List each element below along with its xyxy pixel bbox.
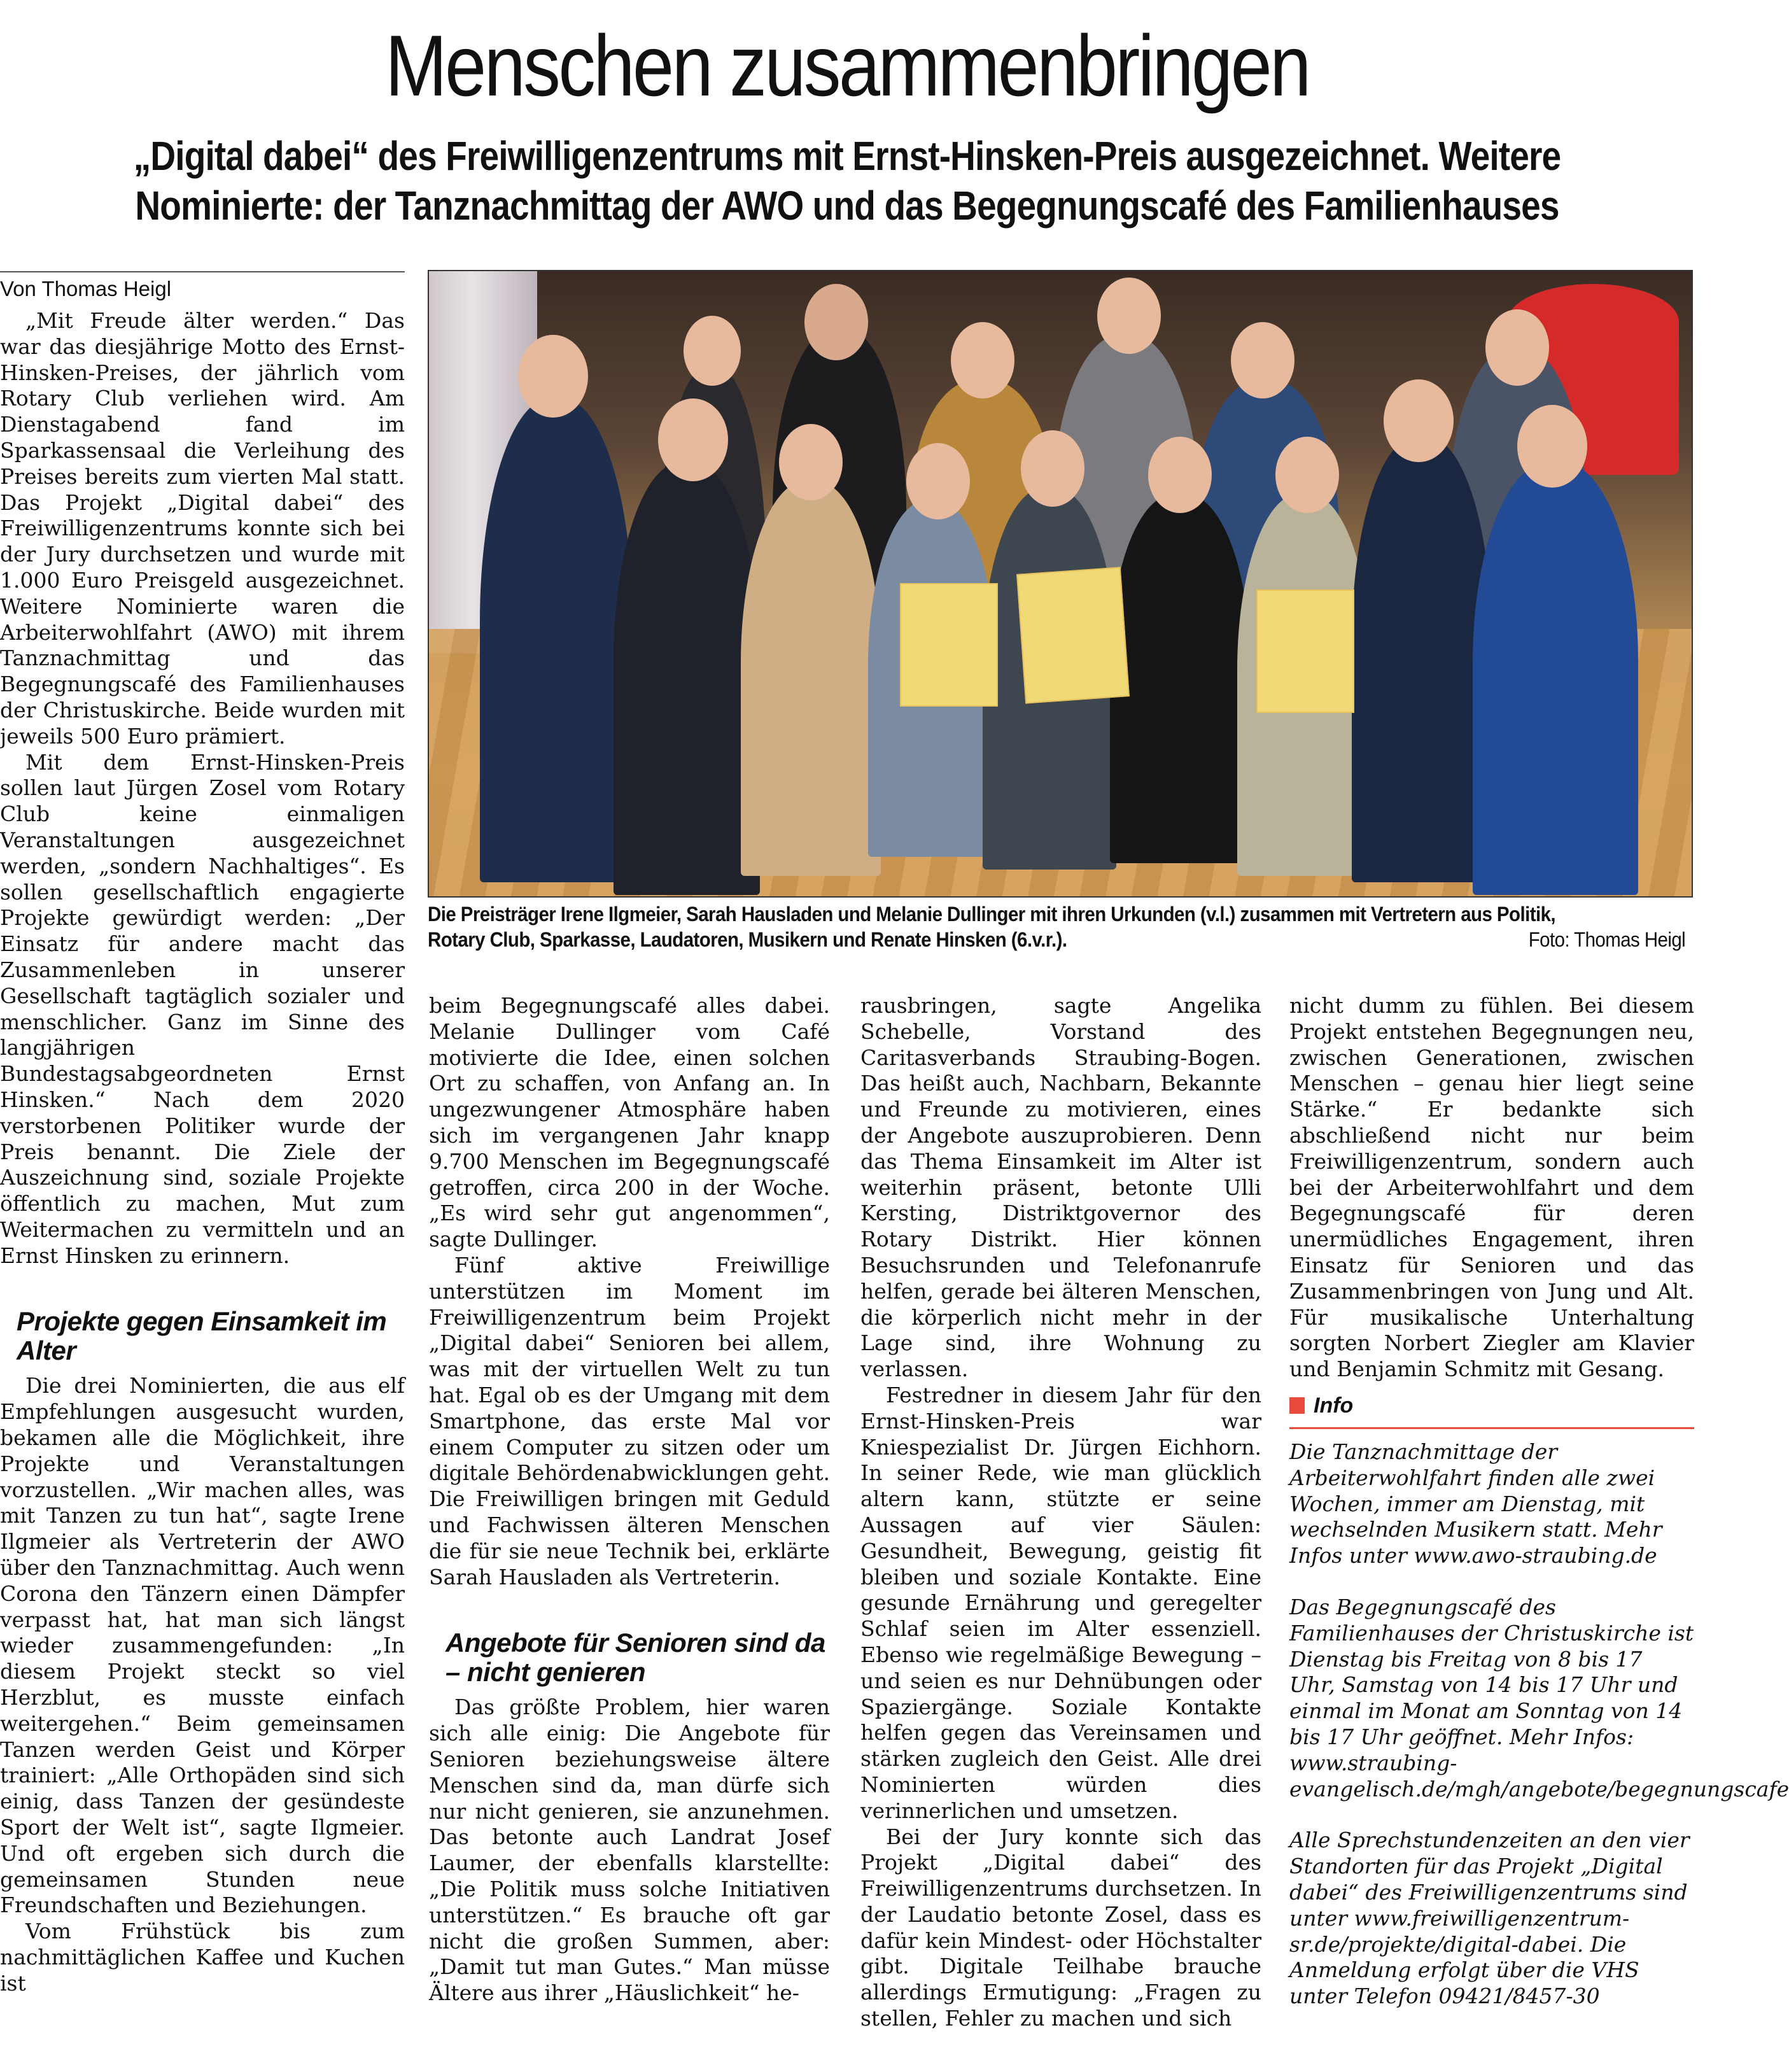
section-subheading: Projekte gegen Einsamkeit im Alter — [17, 1306, 387, 1366]
article-photo — [428, 270, 1693, 898]
subheadline-line: Nominierte: der Tanznachmittag der AWO und das Begegnungscafé des Familienhauses — [135, 183, 1559, 229]
body-paragraph: „Mit Freude älter werden.“ Das war das diesjährige Motto des Ernst-Hinsken-Preises, der jährlich vom Rotary Club verliehen wird. Am Dienstagabend fand im Sparkassensaal die Verleihung des Preises bereits zum vierten Mal statt. Das Projekt „Digital dabei“ des Freiwilligenzentrums konnte sich bei der Jury durchsetzen und wurde mit 1.000 Euro Preisgeld ausgezeichnet. Weitere Nominierte waren die Arbeiterwohlfahrt (AWO) mit ihrem Tanznachmittag und das Begegnungscafé des Familienhauses der Christuskirche. Beide wurden mit jeweils 500 Euro prämiert. — [0, 308, 405, 749]
photo-person-head — [1517, 405, 1587, 488]
info-square-icon — [1289, 1397, 1305, 1414]
body-paragraph: Vom Frühstück bis zum nachmittäglichen Kaffee und Kuchen ist — [0, 1919, 405, 1996]
photo-person-head — [906, 443, 970, 519]
photo-person-head — [684, 316, 741, 386]
article-column-4 — [1289, 993, 1789, 2035]
body-paragraph: beim Begegnungscafé alles dabei. Melanie Dullinger vom Café motivierte die Idee, einen solchen Ort zu schaffen, von Anfang an. In ungezwungener Atmosphäre haben sich im vergangenen Jahr knapp 9.700 Menschen im Begegnungscafé getroffen, circa 200 in der Woche. „Es wird sehr gut angenommen“, sagte Dullinger. — [429, 993, 830, 1252]
info-paragraph: Die Tanznachmittage der Arbeiterwohlfahrt finden alle zwei Wochen, immer am Dienstag, mit wechselnden Musikern statt. Mehr Infos unter www.awo-straubing.de — [1289, 1439, 1662, 1568]
info-box-rule — [1289, 1427, 1694, 1429]
article-column-2 — [429, 993, 830, 2006]
photo-person-head — [779, 424, 843, 500]
photo-person — [1110, 494, 1250, 863]
subheadline — [118, 131, 1575, 230]
body-paragraph: Mit dem Ernst-Hinsken-Preis sollen laut Jürgen Zosel vom Rotary Club keine einmaligen Veranstaltungen ausgezeichnet werden, „sondern Nachhaltiges“. Es sollen gesellschaftlich engagierte Projekte gewürdigt werden: „Der Einsatz für andere macht das Zusammenleben in unserer Gesellschaft tagtäglich sozialer und menschlicher. Ganz im Sinne des langjährigen Bundestagsabgeordneten Ernst Hinsken.“ Nach dem 2020 verstorbenen Politiker wurde der Preis benannt. Die Ziele der Auszeichnung sind, soziale Projekte öffentlich zu machen, Mut zum Weitermachen zu vermitteln und an Ernst Hinsken zu erinnern. — [0, 749, 405, 1268]
photo-caption — [428, 901, 1686, 952]
headline: Menschen zusammenbringen — [385, 17, 1309, 114]
photo-certificate — [1256, 589, 1354, 713]
photo-person — [1473, 462, 1638, 895]
photo-person-head — [1231, 322, 1294, 398]
photo-person-head — [804, 284, 868, 360]
photo-person-head — [1384, 379, 1454, 462]
article-column-1 — [0, 308, 405, 1997]
photo-person — [614, 462, 760, 895]
info-box — [1289, 1392, 1789, 2010]
body-paragraph: Fünf aktive Freiwillige unterstützen im Moment im Freiwilligenzentrum beim Projekt „Digital dabei“ Senioren bei allem, was mit der virtuellen Welt zu tun hat. Egal ob es der Umgang mit dem Smartphone, das erste Mal vor einem Computer zu sitzen oder um digitale Behördenabwicklungen geht. Die Freiwilligen bringen mit Geduld und Fachwissen älteren Menschen die für sie neue Technik bei, erklärte Sarah Hausladen als Vertreterin. — [429, 1252, 830, 1589]
photo-person-head — [951, 322, 1014, 398]
info-box-title: Info — [1314, 1393, 1354, 1418]
photo-certificate — [1016, 567, 1130, 704]
body-paragraph: Die drei Nominierten, die aus elf Empfehlungen ausgesucht wurden, bekamen alle die Möglichkeit, ihre Projekte und Veranstaltungen vorzustellen. „Wir machen alles, was mit Tanzen zu tun hat“, sagte Irene Ilgmeier als Vertreterin der AWO über den Tanznachmittag. Auch wenn Corona den Tänzern einen Dämpfer verpasst hat, hat man sich längst wieder zusammengefunden: „In diesem Projekt steckt so viel Herzblut, es musste einfach weitergehen.“ Beim gemeinsamen Tanzen werden Geist und Körper trainiert: „Alle Orthopäden sind sich einig, dass Tanzen der gesündeste Sport der Welt ist“, sagte Ilgmeier. Und oft ergeben sich durch die gemeinsamen Stunden neue Freundschaften und Beziehungen. — [0, 1373, 405, 1918]
photo-person-head — [1097, 278, 1161, 354]
photo-person-head — [1148, 437, 1212, 513]
photo-person — [1352, 437, 1492, 882]
photo-person-head — [1275, 437, 1339, 513]
photo-person-head — [658, 398, 728, 481]
photo-person-head — [518, 335, 588, 418]
photo-person-head — [1021, 430, 1084, 507]
info-paragraph: Das Begegnungscafé des Familienhauses der Christuskirche ist Dienstag bis Freitag von 8 bis 17 Uhr, Samstag von 14 bis 17 Uhr und einmal im Monat am Sonntag von 14 bis 17 Uhr geöffnet. Mehr Infos: www.straubing-evangelisch.de/mgh/angebote/begegnungscafe — [1289, 1594, 1789, 1801]
section-subheading: Angebote für Senioren sind da – nicht genieren — [445, 1628, 825, 1688]
byline-rule — [0, 271, 405, 272]
info-box-header — [1289, 1392, 1694, 1420]
photo-credit: Foto: Thomas Heigl — [1528, 928, 1686, 951]
photo-caption-text: Die Preisträger Irene Ilgmeier, Sarah Hausladen und Melanie Dullinger mit ihren Urkunden (v.l.) zusammen mit Vertretern aus Politik, Rotary Club, Sparkasse, Laudatoren, Musikern und Renate Hinsken (6.v.r.). — [428, 903, 1556, 951]
body-paragraph: Bei der Jury konnte sich das Projekt „Digital dabei“ des Freiwilligenzentrums durchsetzen. In der Laudatio betonte Zosel, dass es dafür kein Mindest- oder Höchstalter gibt. Digitale Teilhabe brauche allerdings Ermutigung: „Fragen zu stellen, Fehler zu machen und sich — [860, 1824, 1261, 2031]
info-paragraph: Alle Sprechstundenzeiten an den vier Standorten für das Projekt „Digital dabei“ des Freiwilligenzentrums sind unter www.freiwilligenzentrum-sr.de/projekte/digital-dabei. Die Anmeldung erfolgt über die VHS unter Telefon 09421/8457-30 — [1289, 1828, 1690, 2009]
body-paragraph: nicht dumm zu fühlen. Bei diesem Projekt entstehen Begegnungen neu, zwischen Generationen, zwischen Menschen – genau hier liegt seine Stärke.“ Er bedankte sich abschließend nicht nur beim Freiwilligenzentrum, sondern auch bei der Arbeiterwohlfahrt und dem Begegnungscafé für deren unermüdliches Engagement, ihren Einsatz für Senioren und das Zusammenbringen von Jung und Alt. Für musikalische Unterhaltung sorgten Norbert Ziegler am Klavier und Benjamin Schmitz mit Gesang. — [1289, 993, 1694, 1382]
photo-person — [741, 481, 881, 876]
photo-person — [480, 398, 633, 882]
photo-certificate — [900, 583, 998, 707]
photo-person-head — [1485, 309, 1549, 386]
body-paragraph: rausbringen, sagte Angelika Schebelle, Vorstand des Caritasverbands Straubing-Bogen. Das heißt auch, Nachbarn, Bekannte und Freunde zu motivieren, eines der Angebote auszuprobieren. Denn das Thema Einsamkeit im Alter ist weiterhin präsent, betonte Ulli Kersting, Distriktgovernor des Rotary Distrikt. Hier können Besuchsrunden und Telefonanrufe helfen, gerade bei älteren Menschen, die körperlich nicht mehr in der Lage sind, ihre Wohnung zu verlassen. — [860, 993, 1261, 1382]
subheadline-line: „Digital dabei“ des Freiwilligenzentrums mit Ernst-Hinsken-Preis ausgezeichnet. Weitere — [133, 133, 1561, 179]
body-paragraph: Festredner in diesem Jahr für den Ernst-Hinsken-Preis war Kniespezialist Dr. Jürgen Eichhorn. In seiner Rede, wie man glücklich altern kann, stützte er seine Aussagen auf vier Säulen: Gesundheit, Bewegung, geistig fit bleiben und soziale Kontakte. Eine gesunde Ernährung und geregelter Schlaf seien im Alter essenziell. Ebenso wie regelmäßige Bewegung – und seien es nur Dehnübungen oder Spaziergänge. Soziale Kontakte helfen gegen das Vereinsamen und stärken zugleich den Geist. Alle drei Nominierten würden dies verinnerlichen und umsetzen. — [860, 1382, 1261, 1823]
body-paragraph: Das größte Problem, hier waren sich alle einig: Die Angebote für Senioren beziehungsweise ältere Menschen sind da, man dürfe sich nur nicht genieren, sie anzunehmen. Das betonte auch Landrat Josef Laumer, der ebenfalls klarstellte: „Die Politik muss solche Initiativen unterstützen.“ Es brauche oft gar nicht die großen Summen, aber: „Damit tut man Gutes.“ Man müsse Ältere aus ihrer „Häuslichkeit“ he- — [429, 1695, 830, 2006]
byline: Von Thomas Heigl — [0, 277, 172, 300]
article-column-3 — [860, 993, 1261, 2032]
